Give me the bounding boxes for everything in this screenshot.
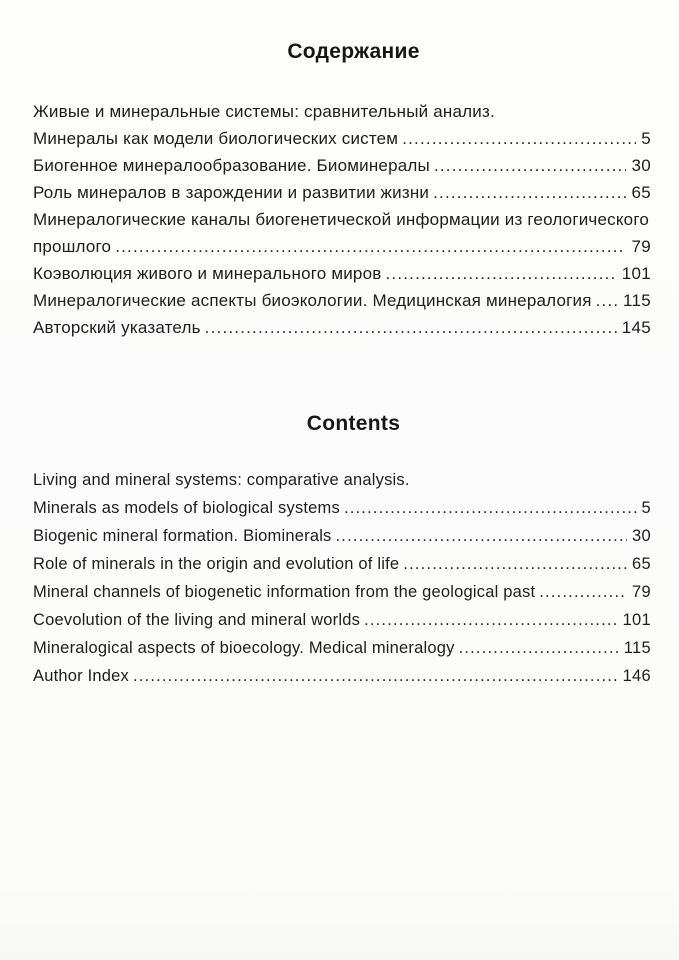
dot-leader: [459, 639, 619, 658]
toc-entry: [33, 129, 651, 156]
toc-entry: [33, 237, 651, 264]
toc-entry-page: 5: [641, 129, 651, 148]
toc-entry-page: 79: [631, 237, 651, 256]
toc-entry-title: Биогенное минералообразование. Биоминералы: [33, 156, 430, 175]
toc-entry-page: 79: [632, 583, 651, 601]
dot-leader: [115, 237, 626, 257]
dot-leader: [434, 156, 627, 176]
toc-entry: [33, 183, 651, 210]
toc-entry-title: Mineral channels of biogenetic information from the geological past: [33, 583, 536, 601]
toc-entry: [33, 102, 651, 129]
dot-leader: [336, 527, 628, 546]
toc-entry: [33, 527, 651, 555]
toc-entry-page: 65: [632, 555, 651, 573]
toc-entry-page: 65: [631, 183, 651, 202]
toc-entry-title: Коэволюция живого и минерального миров: [33, 264, 382, 283]
dot-leader: [344, 499, 637, 518]
toc-entry-title: Минералогические аспекты биоэкологии. Медицинская минералогия: [33, 291, 592, 310]
dot-leader: [402, 129, 636, 149]
toc-entry: [33, 583, 651, 611]
dot-leader: [539, 583, 627, 602]
toc-entry: [33, 291, 651, 318]
toc-entry-page: 145: [621, 318, 651, 337]
toc-entry-title: Минералогические каналы биогенетической информации из геологического: [33, 210, 649, 229]
dot-leader: [433, 183, 626, 203]
toc-entry-title: Авторский указатель: [33, 318, 201, 337]
toc-entry-title: Living and mineral systems: comparative analysis.: [33, 471, 410, 489]
toc-entry-title: Минералы как модели биологических систем: [33, 129, 399, 148]
toc-entry-page: 30: [631, 156, 651, 175]
toc-entry-page: 5: [641, 499, 651, 517]
toc-entry: [33, 667, 651, 695]
toc-entry-title: Роль минералов в зарождении и развитии жизни: [33, 183, 430, 202]
toc-entry-page: 146: [622, 667, 651, 685]
toc-entry: [33, 611, 651, 639]
toc-entry: [33, 156, 651, 183]
toc-entry-page: 101: [622, 611, 651, 629]
toc-entry-title: Author Index: [33, 667, 129, 685]
toc-entry-page: 30: [632, 527, 651, 545]
dot-leader: [133, 667, 618, 686]
toc-heading-russian: Содержание: [287, 40, 420, 63]
dot-leader: [596, 291, 618, 311]
toc-entry-title: Role of minerals in the origin and evolution of life: [33, 555, 400, 573]
toc-entry: [33, 471, 651, 499]
toc-entry-title: Живые и минеральные системы: сравнительный анализ.: [33, 102, 495, 121]
toc-english: [33, 471, 651, 695]
toc-entry-title: Mineralogical aspects of bioecology. Medical mineralogy: [33, 639, 455, 657]
dot-leader: [364, 611, 618, 630]
dot-leader: [403, 555, 627, 574]
toc-entry-page: 115: [623, 639, 651, 657]
toc-entry: [33, 555, 651, 583]
toc-entry-title: Biogenic mineral formation. Biominerals: [33, 527, 332, 545]
dot-leader: [205, 318, 617, 338]
toc-entry: [33, 210, 651, 237]
toc-entry: [33, 264, 651, 291]
toc-entry: [33, 499, 651, 527]
toc-entry-title: прошлого: [33, 237, 112, 256]
toc-russian: [33, 102, 651, 345]
toc-entry: [33, 639, 651, 667]
dot-leader: [385, 264, 616, 284]
toc-heading-english: Contents: [306, 412, 401, 435]
toc-entry-page: 115: [622, 291, 651, 310]
toc-entry: [33, 318, 651, 345]
toc-entry-title: Minerals as models of biological systems: [33, 499, 340, 517]
toc-entry-title: Coevolution of the living and mineral worlds: [33, 611, 361, 629]
toc-entry-page: 101: [621, 264, 651, 283]
